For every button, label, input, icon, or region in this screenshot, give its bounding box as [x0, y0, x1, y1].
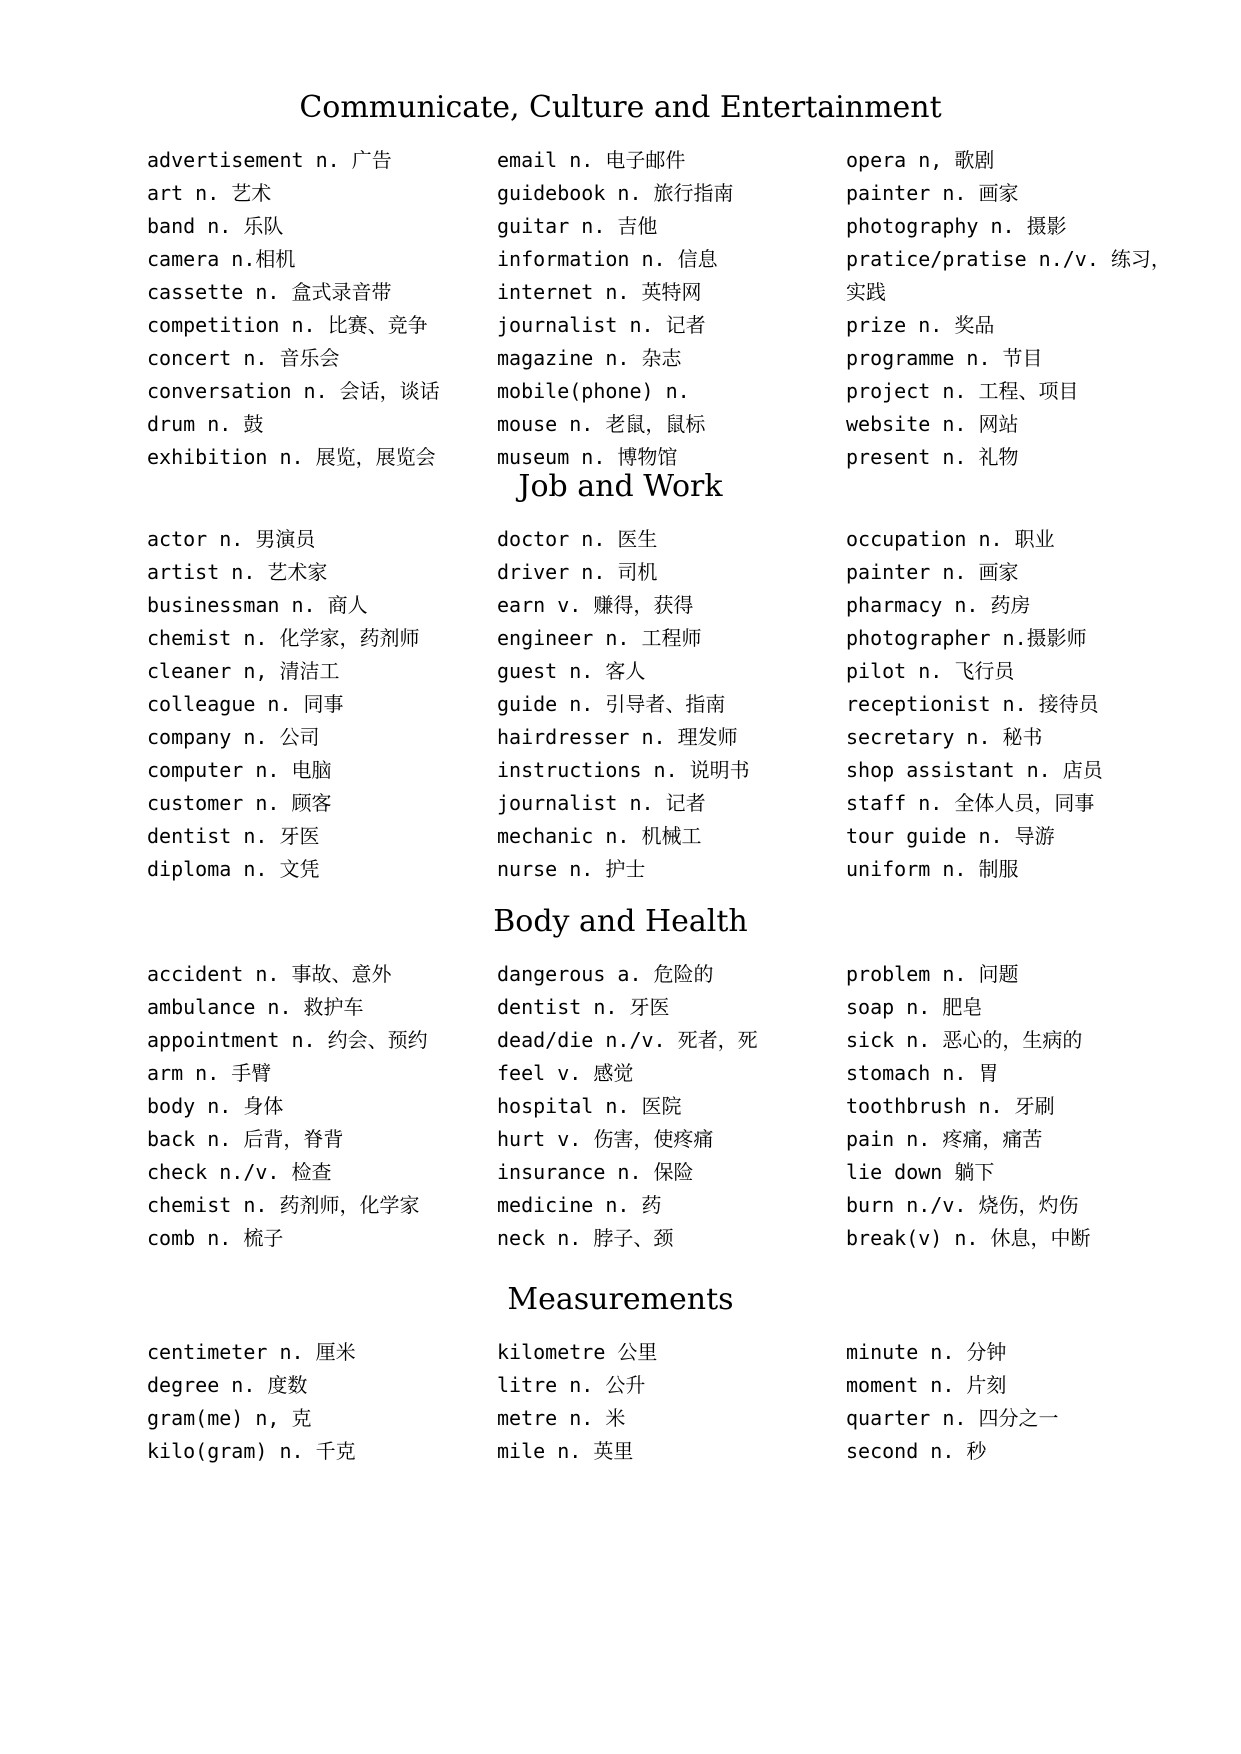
vocab-column-3 [846, 1336, 1058, 1468]
vocab-entry: diploma n. 文凭 [147, 857, 320, 881]
vocab-entry: dentist n. 牙医 [497, 995, 670, 1019]
vocab-entry: website n. 网站 [846, 412, 1019, 436]
vocab-entry: instructions n. 说明书 [497, 758, 750, 782]
vocab-entry: degree n. 度数 [147, 1373, 308, 1397]
vocab-column-1 [147, 958, 428, 1255]
vocab-entry: back n. 后背，脊背 [147, 1127, 344, 1151]
vocab-entry: hospital n. 医院 [497, 1094, 682, 1118]
vocab-column-2 [497, 958, 758, 1255]
vocab-entry: programme n. 节目 [846, 346, 1043, 370]
vocab-entry: soap n. 肥皂 [846, 995, 983, 1019]
vocab-entry: information n. 信息 [497, 247, 718, 271]
vocab-entry: advertisement n. 广告 [147, 148, 392, 172]
vocab-entry: guide n. 引导者、指南 [497, 692, 726, 716]
vocab-entry: camera n.相机 [147, 247, 296, 271]
vocab-entry: neck n. 脖子、颈 [497, 1226, 674, 1250]
vocab-entry: mile n. 英里 [497, 1439, 634, 1463]
vocab-entry: painter n. 画家 [846, 181, 1019, 205]
vocab-entry: pain n. 疼痛，痛苦 [846, 1127, 1043, 1151]
vocab-entry: litre n. 公升 [497, 1373, 646, 1397]
vocab-entry: shop assistant n. 店员 [846, 758, 1103, 782]
vocab-entry: receptionist n. 接待员 [846, 692, 1099, 716]
vocab-entry: journalist n. 记者 [497, 313, 706, 337]
vocab-column-2 [497, 1336, 657, 1468]
vocab-entry: nurse n. 护士 [497, 857, 646, 881]
vocab-entry: 实践 [846, 280, 886, 304]
vocab-entry: competition n. 比赛、竞争 [147, 313, 428, 337]
vocab-entry: email n. 电子邮件 [497, 148, 686, 172]
vocab-entry: break(v) n. 休息，中断 [846, 1226, 1091, 1250]
vocab-entry: minute n. 分钟 [846, 1340, 1007, 1364]
vocab-entry: chemist n. 药剂师，化学家 [147, 1193, 420, 1217]
vocab-entry: feel v. 感觉 [497, 1061, 634, 1085]
vocab-entry: conversation n. 会话，谈话 [147, 379, 440, 403]
vocab-entry: tour guide n. 导游 [846, 824, 1055, 848]
vocab-entry: art n. 艺术 [147, 181, 272, 205]
vocab-entry: guest n. 客人 [497, 659, 646, 683]
vocab-entry: stomach n. 胃 [846, 1061, 999, 1085]
vocab-entry: centimeter n. 厘米 [147, 1340, 356, 1364]
vocab-entry: museum n. 博物馆 [497, 445, 678, 469]
vocab-entry: second n. 秒 [846, 1439, 987, 1463]
vocab-entry: moment n. 片刻 [846, 1373, 1007, 1397]
vocab-entry: kilo(gram) n. 千克 [147, 1439, 356, 1463]
vocab-entry: mouse n. 老鼠，鼠标 [497, 412, 706, 436]
vocab-entry: lie down 躺下 [846, 1160, 995, 1184]
vocab-entry: cassette n. 盒式录音带 [147, 280, 392, 304]
vocab-entry: exhibition n. 展览，展览会 [147, 445, 436, 469]
vocab-entry: mechanic n. 机械工 [497, 824, 702, 848]
vocab-entry: dentist n. 牙医 [147, 824, 320, 848]
vocab-entry: customer n. 顾客 [147, 791, 332, 815]
vocab-entry: pharmacy n. 药房 [846, 593, 1031, 617]
vocab-column-2 [497, 523, 750, 886]
vocab-entry: present n. 礼物 [846, 445, 1019, 469]
vocab-entry: dead/die n./v. 死者，死 [497, 1028, 758, 1052]
vocab-column-1 [147, 144, 440, 474]
vocab-entry: mobile(phone) n. [497, 379, 690, 403]
vocab-entry: arm n. 手臂 [147, 1061, 272, 1085]
vocab-entry: body n. 身体 [147, 1094, 284, 1118]
vocab-column-1 [147, 1336, 356, 1468]
section-title: Job and Work [518, 469, 723, 504]
section-title: Body and Health [493, 904, 748, 939]
vocab-entry: pilot n. 飞行员 [846, 659, 1015, 683]
vocab-column-3 [846, 958, 1091, 1255]
vocab-entry: kilometre 公里 [497, 1340, 658, 1364]
vocab-entry: photography n. 摄影 [846, 214, 1067, 238]
vocab-entry: staff n. 全体人员，同事 [846, 791, 1095, 815]
vocab-entry: toothbrush n. 牙刷 [846, 1094, 1055, 1118]
vocab-entry: computer n. 电脑 [147, 758, 332, 782]
vocab-entry: gram(me) n, 克 [147, 1406, 312, 1430]
vocab-entry: drum n. 鼓 [147, 412, 264, 436]
vocab-entry: driver n. 司机 [497, 560, 658, 584]
vocab-entry: comb n. 梳子 [147, 1226, 284, 1250]
vocab-entry: ambulance n. 救护车 [147, 995, 364, 1019]
vocab-entry: sick n. 恶心的，生病的 [846, 1028, 1083, 1052]
vocab-column-2 [497, 144, 734, 474]
vocab-entry: company n. 公司 [147, 725, 320, 749]
vocab-entry: actor n. 男演员 [147, 527, 316, 551]
vocab-entry: insurance n. 保险 [497, 1160, 694, 1184]
vocab-entry: band n. 乐队 [147, 214, 284, 238]
vocab-entry: doctor n. 医生 [497, 527, 658, 551]
vocab-entry: magazine n. 杂志 [497, 346, 682, 370]
vocab-entry: opera n, 歌剧 [846, 148, 995, 172]
vocab-entry: pratice/pratise n./v. 练习， [846, 247, 1171, 271]
vocab-entry: guidebook n. 旅行指南 [497, 181, 734, 205]
vocab-entry: guitar n. 吉他 [497, 214, 658, 238]
vocab-column-1 [147, 523, 419, 886]
vocab-entry: occupation n. 职业 [846, 527, 1055, 551]
vocab-entry: prize n. 奖品 [846, 313, 995, 337]
section-title: Measurements [507, 1282, 734, 1317]
vocab-entry: metre n. 米 [497, 1406, 626, 1430]
vocab-entry: photographer n.摄影师 [846, 626, 1087, 650]
vocab-entry: internet n. 英特网 [497, 280, 702, 304]
vocab-entry: project n. 工程、项目 [846, 379, 1079, 403]
vocab-entry: problem n. 问题 [846, 962, 1019, 986]
vocab-entry: artist n. 艺术家 [147, 560, 328, 584]
vocab-entry: painter n. 画家 [846, 560, 1019, 584]
vocab-entry: concert n. 音乐会 [147, 346, 340, 370]
vocab-entry: uniform n. 制服 [846, 857, 1019, 881]
vocab-entry: hurt v. 伤害，使疼痛 [497, 1127, 714, 1151]
vocab-entry: engineer n. 工程师 [497, 626, 702, 650]
vocab-entry: cleaner n, 清洁工 [147, 659, 340, 683]
vocab-column-3 [846, 144, 1171, 474]
vocab-entry: earn v. 赚得，获得 [497, 593, 694, 617]
vocab-entry: check n./v. 检查 [147, 1160, 332, 1184]
vocab-entry: secretary n. 秘书 [846, 725, 1043, 749]
vocab-entry: hairdresser n. 理发师 [497, 725, 738, 749]
vocab-entry: medicine n. 药 [497, 1193, 662, 1217]
vocab-entry: accident n. 事故、意外 [147, 962, 392, 986]
section-title: Communicate, Culture and Entertainment [299, 90, 942, 125]
vocab-entry: burn n./v. 烧伤，灼伤 [846, 1193, 1079, 1217]
vocab-entry: appointment n. 约会、预约 [147, 1028, 428, 1052]
vocab-entry: quarter n. 四分之一 [846, 1406, 1059, 1430]
vocab-entry: chemist n. 化学家，药剂师 [147, 626, 420, 650]
vocab-entry: dangerous a. 危险的 [497, 962, 714, 986]
vocab-entry: colleague n. 同事 [147, 692, 344, 716]
vocab-entry: businessman n. 商人 [147, 593, 368, 617]
vocab-entry: journalist n. 记者 [497, 791, 706, 815]
vocab-column-3 [846, 523, 1103, 886]
